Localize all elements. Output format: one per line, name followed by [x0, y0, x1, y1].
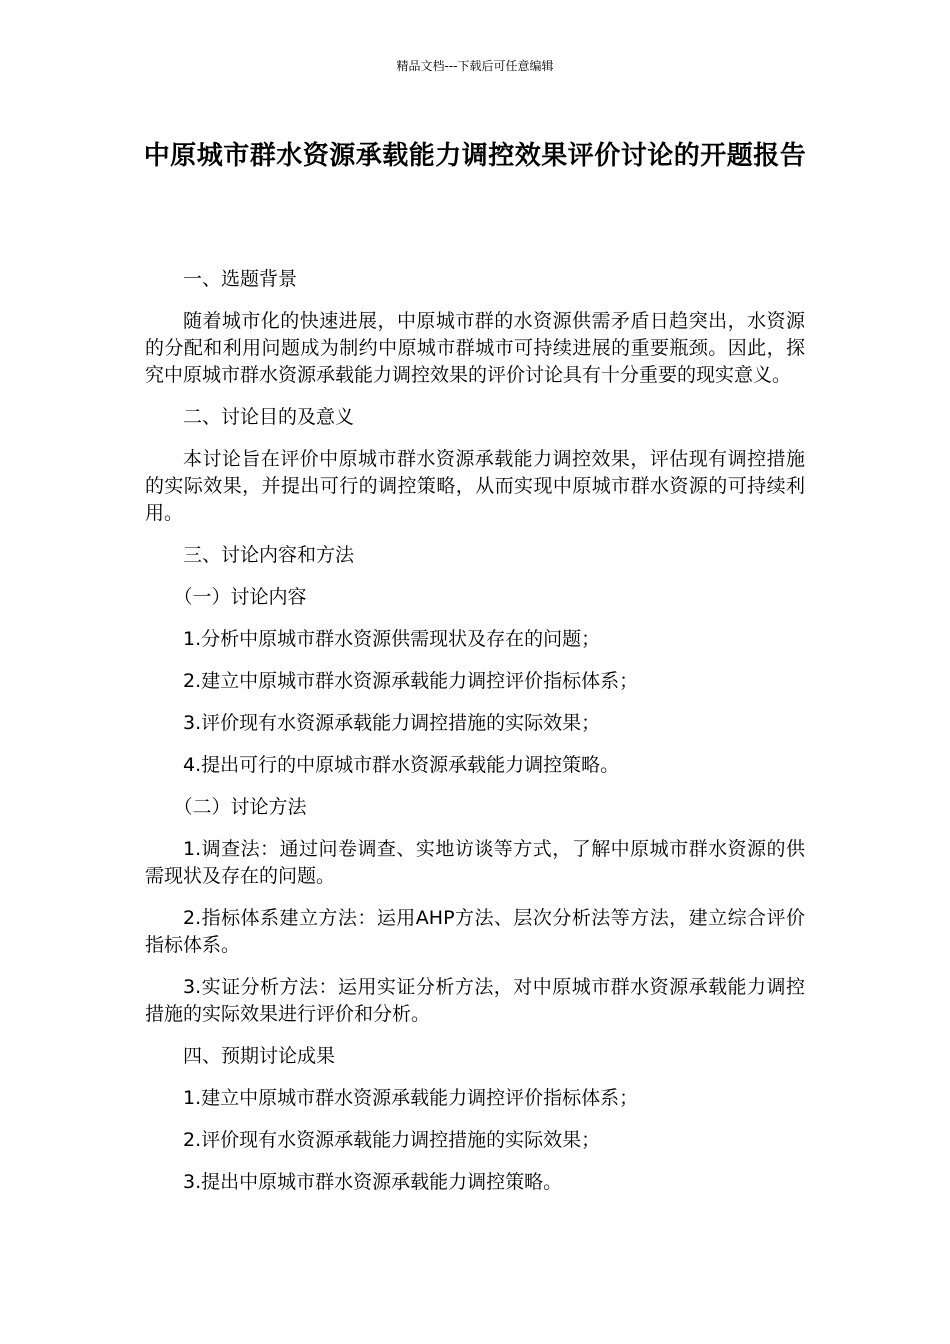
list-item: 2.指标体系建立方法：运用AHP方法、层次分析法等方法，建立综合评价指标体系。	[145, 907, 805, 956]
list-item: 1.建立中原城市群水资源承载能力调控评价指标体系；	[183, 1087, 639, 1109]
list-item: 4.提出可行的中原城市群水资源承载能力调控策略。	[183, 754, 620, 776]
section-heading-content-method: 三、讨论内容和方法	[183, 544, 355, 566]
list-item: 2.建立中原城市群水资源承载能力调控评价指标体系；	[183, 670, 639, 692]
document-body	[145, 266, 805, 1211]
section-heading-purpose: 二、讨论目的及意义	[183, 406, 355, 428]
list-item: 3.实证分析方法：运用实证分析方法，对中原城市群水资源承载能力调控措施的实际效果进行评价和分析。	[145, 976, 805, 1025]
list-item: 1.调查法：通过问卷调查、实地访谈等方式，了解中原城市群水资源的供需现状及存在的问题。	[145, 838, 805, 887]
document-title: 中原城市群水资源承载能力调控效果评价讨论的开题报告	[143, 141, 807, 171]
paragraph-purpose: 本讨论旨在评价中原城市群水资源承载能力调控效果，评估现有调控措施的实际效果，并提出可行的调控策略，从而实现中原城市群水资源的可持续利用。	[145, 448, 805, 524]
header-note: 精品文档---下载后可任意编辑	[396, 59, 554, 73]
list-item: 3.提出中原城市群水资源承载能力调控策略。	[183, 1171, 563, 1193]
paragraph-background: 随着城市化的快速进展，中原城市群的水资源供需矛盾日趋突出，水资源的分配和利用问题成为制约中原城市群城市可持续进展的重要瓶颈。因此，探究中原城市群水资源承载能力调控效果的评价讨论具有十分重要的现实意义。	[145, 310, 805, 386]
section-heading-results: 四、预期讨论成果	[183, 1045, 336, 1067]
section-heading-background: 一、选题背景	[183, 268, 298, 290]
list-item: 2.评价现有水资源承载能力调控措施的实际效果；	[183, 1129, 601, 1151]
subsection-heading-method: （二）讨论方法	[173, 796, 307, 818]
list-item: 1.分析中原城市群水资源供需现状及存在的问题；	[183, 628, 601, 650]
subsection-heading-content: （一）讨论内容	[173, 586, 307, 608]
list-item: 3.评价现有水资源承载能力调控措施的实际效果；	[183, 712, 601, 734]
